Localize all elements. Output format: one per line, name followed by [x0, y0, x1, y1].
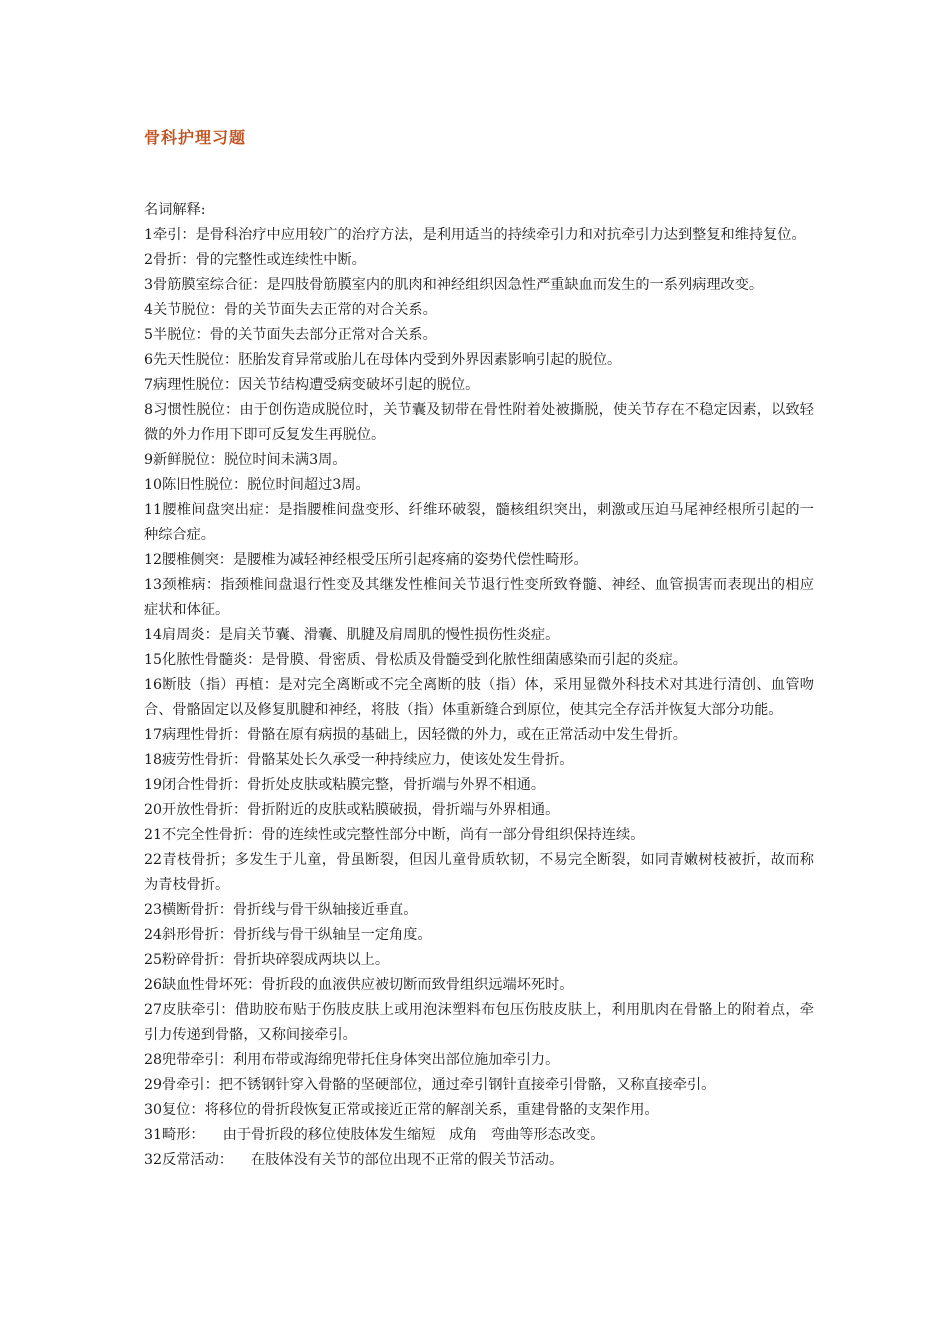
definition-entry: 31畸形： 由于骨折段的移位使肢体发生缩短 成角 弯曲等形态改变。	[144, 1127, 605, 1143]
section-heading: 名词解释:	[144, 202, 206, 218]
definition-entry: 21不完全性骨折：骨的连续性或完整性部分中断，尚有一部分骨组织保持连续。	[144, 827, 645, 843]
definition-entry: 11腰椎间盘突出症：是指腰椎间盘变形、纤维环破裂，髓核组织突出，刺激或压迫马尾神经根所引起的一种综合症。	[144, 502, 814, 543]
definition-entry: 15化脓性骨髓炎：是骨膜、骨密质、骨松质及骨髓受到化脓性细菌感染而引起的炎症。	[144, 652, 687, 668]
definition-entry: 24斜形骨折：骨折线与骨干纵轴呈一定角度。	[144, 927, 432, 943]
definition-entry: 3骨筋膜室综合征：是四肢骨筋膜室内的肌肉和神经组织因急性严重缺血而发生的一系列病理改变。	[144, 277, 764, 293]
definition-entry: 7病理性脱位：因关节结构遭受病变破坏引起的脱位。	[144, 377, 480, 393]
definition-entry: 6先天性脱位：胚胎发育异常或胎儿在母体内受到外界因素影响引起的脱位。	[144, 352, 622, 368]
definition-entry: 14肩周炎：是肩关节囊、滑囊、肌腱及肩周肌的慢性损伤性炎症。	[144, 627, 560, 643]
definition-entry: 30复位：将移位的骨折段恢复正常或接近正常的解剖关系，重建骨骼的支架作用。	[144, 1102, 659, 1118]
definition-entry: 1牵引：是骨科治疗中应用较广的治疗方法，是利用适当的持续牵引力和对抗牵引力达到整复和维持复位。	[144, 227, 806, 243]
definition-entry: 17病理性骨折：骨骼在原有病损的基础上，因轻微的外力，或在正常活动中发生骨折。	[144, 727, 687, 743]
definition-entry: 29骨牵引：把不锈钢针穿入骨骼的坚硬部位，通过牵引钢针直接牵引骨骼，又称直接牵引。	[144, 1077, 716, 1093]
definition-entry: 20开放性骨折：骨折附近的皮肤或粘膜破损，骨折端与外界相通。	[144, 802, 560, 818]
definition-entry: 18疲劳性骨折：骨骼某处长久承受一种持续应力，使该处发生骨折。	[144, 752, 574, 768]
definition-entry: 25粉碎骨折：骨折块碎裂成两块以上。	[144, 952, 390, 968]
definition-entry: 26缺血性骨坏死：骨折段的血液供应被切断而致骨组织远端坏死时。	[144, 977, 574, 993]
definition-entry: 10陈旧性脱位：脱位时间超过3周。	[144, 477, 370, 493]
definition-entry: 32反常活动： 在肢体没有关节的部位出现不正常的假关节活动。	[144, 1152, 564, 1168]
definition-list	[144, 223, 814, 1173]
definition-entry: 16断肢（指）再植：是对完全离断或不完全离断的肢（指）体，采用显微外科技术对其进行清创、血管吻合、骨骼固定以及修复肌腱和神经，将肢（指）体重新缝合到原位，使其完全存活并恢复大部分功能。	[144, 677, 814, 718]
definition-entry: 9新鲜脱位：脱位时间未满3周。	[144, 452, 347, 468]
definition-entry: 4关节脱位：骨的关节面失去正常的对合关系。	[144, 302, 437, 318]
document-page	[144, 126, 814, 1173]
definition-entry: 8习惯性脱位：由于创伤造成脱位时，关节囊及韧带在骨性附着处被撕脱，使关节存在不稳定因素，以致轻微的外力作用下即可反复发生再脱位。	[144, 402, 814, 443]
definition-entry: 28兜带牵引：利用布带或海绵兜带托住身体突出部位施加牵引力。	[144, 1052, 560, 1068]
definition-entry: 23横断骨折：骨折线与骨干纵轴接近垂直。	[144, 902, 418, 918]
definition-entry: 22青枝骨折；多发生于儿童，骨虽断裂，但因儿童骨质软韧，不易完全断裂，如同青嫩树枝被折，故而称为青枝骨折。	[144, 852, 814, 893]
definition-entry: 2骨折：骨的完整性或连续性中断。	[144, 252, 366, 268]
definition-entry: 5半脱位：骨的关节面失去部分正常对合关系。	[144, 327, 437, 343]
definition-entry: 27皮肤牵引：借助胶布贴于伤肢皮肤上或用泡沫塑料布包压伤肢皮肤上，利用肌肉在骨骼上的附着点，牵引力传递到骨骼，又称间接牵引。	[144, 1002, 814, 1043]
definition-entry: 12腰椎侧突：是腰椎为减轻神经根受压所引起疼痛的姿势代偿性畸形。	[144, 552, 588, 568]
document-title: 骨科护理习题	[144, 128, 247, 147]
definition-entry: 13颈椎病：指颈椎间盘退行性变及其继发性椎间关节退行性变所致脊髓、神经、血管损害而表现出的相应症状和体征。	[144, 577, 814, 618]
definition-entry: 19闭合性骨折：骨折处皮肤或粘膜完整，骨折端与外界不相通。	[144, 777, 546, 793]
